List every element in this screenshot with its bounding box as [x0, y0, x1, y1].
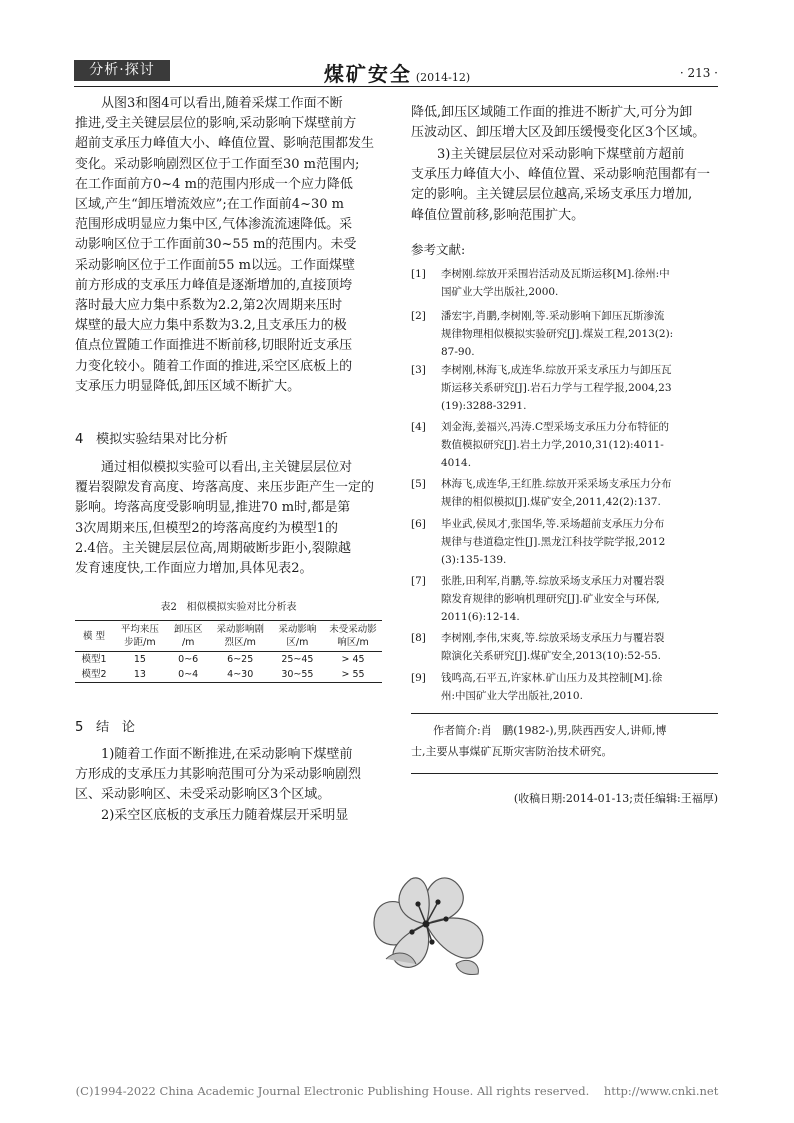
flower-illustration: [356, 864, 494, 982]
table-cell: > 55: [324, 667, 382, 683]
reference-text: [441, 476, 715, 512]
reference-item: [411, 419, 715, 472]
table-cell: > 45: [341, 654, 365, 665]
page-number: · 213 ·: [679, 66, 718, 80]
reference-text: [441, 266, 715, 302]
author-bio: [411, 720, 718, 762]
reference-item: [411, 266, 715, 302]
text-line: 在工作面前方0~4 m的范围内形成一个应力降低: [75, 176, 353, 192]
author-rule-top: [411, 713, 718, 714]
text-line: 方形成的支承压力其影响范围可分为采动影响剧烈: [75, 767, 362, 783]
reference-line: 毕业武,侯凤才,张国华,等.采场超前支承压力分布: [441, 518, 665, 530]
reference-line: 林海飞,成连华,王红胜.综放开采采场支承压力分布: [441, 478, 672, 490]
table-cell: 模型1: [81, 654, 107, 665]
table-header-cell: [113, 621, 167, 652]
text-line: 发育速度快,工作面应力增加,具体见表2。: [75, 561, 313, 577]
text-line: 区域,产生“卸压增流效应”;在工作面前4~30 m: [75, 197, 344, 213]
table-cell: 6~25: [227, 654, 254, 665]
reference-line: 规律的相似模拟[J].煤矿安全,2011,42(2):137.: [441, 495, 661, 508]
text-line: 范围形成明显应力集中区,气体渗流流速降低。采: [75, 217, 353, 233]
table-cell: 4~30: [210, 667, 271, 683]
header-text: /m: [181, 637, 195, 648]
left-paragraph-3: [75, 745, 382, 826]
header-text: 响区/m: [337, 637, 369, 648]
text-line: 2)采空区底板的支承压力随着煤层开采明显: [101, 807, 349, 823]
table-cell: 15: [133, 654, 146, 665]
table-cell: 0~6: [178, 654, 199, 665]
text-line: 峰值位置前移,影响范围扩大。: [411, 207, 585, 223]
reference-line: 潘宏宇,肖鹏,李树刚,等.采动影响下卸压瓦斯渗流: [441, 310, 665, 322]
table-cell: 30~55: [271, 667, 324, 683]
header-text: 采动影响剧: [216, 624, 264, 635]
comparison-table: [75, 620, 382, 683]
reference-line: 州:中国矿业大学出版社,2010.: [441, 689, 583, 702]
header-text: 模 型: [83, 630, 106, 642]
author-line: 作者简介:肖 鹏(1982-),男,陕西西安人,讲师,博: [433, 724, 667, 737]
header-text: 未受采动影: [329, 624, 377, 635]
header-rule: [74, 86, 718, 87]
text-line: 覆岩裂隙发育高度、垮落高度、来压步距产生一定的: [75, 480, 375, 496]
text-line: 3)主关键层层位对采动影响下煤壁前方超前: [437, 147, 685, 162]
reference-line: 国矿业大学出版社,2000.: [441, 285, 559, 298]
reference-line: 李树刚,李伟,宋爽,等.综放采场支承压力与覆岩裂: [441, 632, 665, 644]
left-paragraph-2: [75, 458, 382, 579]
table-row: [75, 667, 382, 683]
text-line: 变化。采动影响剧烈区位于工作面至30 m范围内;: [75, 156, 360, 172]
text-line: 从图3和图4可以看出,随着采煤工作面不断: [101, 96, 343, 111]
text-line: 压波动区、卸压增大区及卸压缓慢变化区3个区域。: [411, 125, 706, 141]
reference-item: [411, 362, 715, 415]
reference-text: [441, 573, 715, 626]
table-header-row: [75, 621, 382, 652]
reference-text: [441, 362, 715, 415]
reference-line: 2011(6):12-14.: [441, 610, 520, 623]
footer-copyright: (C)1994-2022 China Academic Journal Electronic Publishing House. All rights reserved. http://www.cnki.net: [75, 1084, 719, 1098]
reference-item: [411, 516, 715, 569]
header-text: 采动影响: [278, 624, 317, 635]
reference-text: [441, 419, 715, 472]
reference-number: [3]: [411, 364, 426, 376]
text-line: 力变化较小。随着工作面的推进,采空区底板上的: [75, 358, 353, 374]
reference-line: 钱鸣高,石平五,许家林.矿山压力及其控制[M].徐: [441, 672, 663, 684]
reference-item: [411, 573, 715, 626]
reference-text: [441, 516, 715, 569]
references-list: [411, 266, 718, 706]
text-line: 推进,受主关键层层位的影响,采动影响下煤壁前方: [75, 116, 357, 132]
header-text: 卸压区: [173, 624, 203, 635]
header-text: 平均来压: [120, 624, 159, 635]
table-caption: 表2 相似模拟实验对比分析表: [160, 602, 297, 613]
author-rule-bottom: [411, 773, 718, 774]
reference-line: (3):135-139.: [441, 553, 507, 566]
text-line: 定的影响。主关键层层位越高,采场支承压力增加,: [411, 187, 693, 203]
text-line: 区、采动影响区、未受采动影响区3个区域。: [75, 787, 331, 803]
table-header-cell: [324, 621, 382, 652]
reference-line: 李树刚.综放开采围岩活动及瓦斯运移[M].徐州:中: [441, 268, 670, 280]
reference-item: [411, 670, 715, 706]
table-cell: 13: [113, 667, 167, 683]
table-cell: 0~4: [167, 667, 210, 683]
section-5-heading: 5 结 论: [75, 720, 135, 735]
reference-line: 数值模拟研究[J].岩土力学,2010,31(12):4011-: [441, 438, 664, 451]
header-text: 区/m: [286, 637, 309, 648]
text-line: 值点位置随工作面推进不断前移,切眼附近支承压: [75, 338, 353, 354]
reference-line: 87-90.: [441, 345, 475, 358]
reference-line: 斯运移关系研究[J].岩石力学与工程学报,2004,23: [441, 381, 672, 394]
section-4-heading: 4 模拟实验结果对比分析: [75, 432, 228, 447]
journal-name: 煤矿安全: [323, 62, 412, 86]
reference-item: [411, 308, 715, 361]
right-paragraph-2: [411, 145, 718, 226]
reference-text: [441, 630, 715, 666]
text-line: 煤壁的最大应力集中系数为3.2,且支承压力的极: [75, 318, 347, 334]
references-title: 参考文献:: [411, 242, 466, 257]
text-line: 通过相似模拟实验可以看出,主关键层层位对: [101, 460, 353, 475]
reference-line: 4014.: [441, 456, 472, 469]
table-cell: 25~45: [281, 654, 314, 665]
reference-item: [411, 476, 715, 512]
reference-line: 李树刚,林海飞,成连华.综放开采支承压力与卸压瓦: [441, 364, 672, 376]
text-line: 3次周期来压,但模型2的垮落高度约为模型1的: [75, 520, 338, 536]
reference-line: 张胜,田利军,肖鹏,等.综放采场支承压力对覆岩裂: [441, 575, 665, 587]
text-line: 2.4倍。主关键层层位高,周期破断步距小,裂隙越: [75, 540, 351, 556]
text-line: 落时最大应力集中系数为2.2,第2次周期来压时: [75, 298, 343, 314]
table-row: [75, 652, 382, 668]
text-line: 影响。垮落高度受影响明显,推进70 m时,都是第: [75, 500, 351, 516]
header-text: 烈区/m: [224, 637, 256, 648]
reference-line: 隙发育规律的影响机理研究[J].矿业安全与环保,: [441, 592, 660, 605]
reference-number: [7]: [411, 575, 426, 587]
reference-line: 隙演化关系研究[J].煤矿安全,2013(10):52-55.: [441, 649, 661, 662]
reference-number: [4]: [411, 421, 426, 433]
received-note: (收稿日期:2014-01-13;责任编辑:王福厚): [513, 792, 718, 805]
reference-line: 规律物理相似模拟实验研究[J].煤炭工程,2013(2):: [441, 327, 674, 340]
reference-number: [5]: [411, 478, 426, 490]
reference-number: [8]: [411, 632, 426, 644]
table-cell: 模型2: [75, 667, 113, 683]
header-text: 步距/m: [124, 637, 156, 648]
reference-number: [9]: [411, 672, 426, 684]
text-line: 超前支承压力峰值大小、峰值位置、影响范围都发生: [75, 136, 375, 152]
reference-item: [411, 630, 715, 666]
text-line: 动影响区位于工作面前30~55 m的范围内。未受: [75, 237, 357, 253]
author-line: 士,主要从事煤矿瓦斯灾害防治技术研究。: [411, 745, 613, 758]
reference-line: 刘金海,姜福兴,冯涛.C型采场支承压力分布特征的: [441, 421, 670, 433]
comparison-table-wrap: [75, 620, 382, 683]
table-header-cell: [167, 621, 210, 652]
text-line: 支承压力峰值大小、峰值位置、采动影响范围都有一: [411, 167, 711, 183]
text-line: 采动影响区位于工作面前55 m以远。工作面煤壁: [75, 257, 356, 273]
text-line: 1)随着工作面不断推进,在采动影响下煤壁前: [101, 747, 353, 762]
reference-number: [6]: [411, 518, 426, 530]
reference-line: 规律与巷道稳定性[J].黑龙江科技学院学报,2012: [441, 535, 666, 548]
reference-number: [2]: [411, 310, 426, 322]
reference-text: [441, 670, 715, 706]
table-header-cell: [271, 621, 324, 652]
text-line: 前方形成的支承压力峰值是逐渐增加的,直接顶垮: [75, 277, 353, 293]
table-header-cell: [75, 621, 113, 652]
reference-line: (19):3288-3291.: [441, 399, 527, 412]
table-header-cell: [210, 621, 271, 652]
reference-text: [441, 308, 715, 361]
reference-number: [1]: [411, 268, 426, 280]
left-paragraph-1: [75, 94, 382, 397]
flower-icon: [356, 864, 494, 982]
section-label: 分析·探讨: [74, 60, 170, 81]
text-line: 支承压力明显降低,卸压区域不断扩大。: [75, 378, 301, 394]
right-paragraph-1: [411, 103, 718, 143]
journal-issue: (2014-12): [415, 71, 471, 84]
text-line: 降低,卸压区域随工作面的推进不断扩大,可分为卸: [411, 105, 693, 120]
